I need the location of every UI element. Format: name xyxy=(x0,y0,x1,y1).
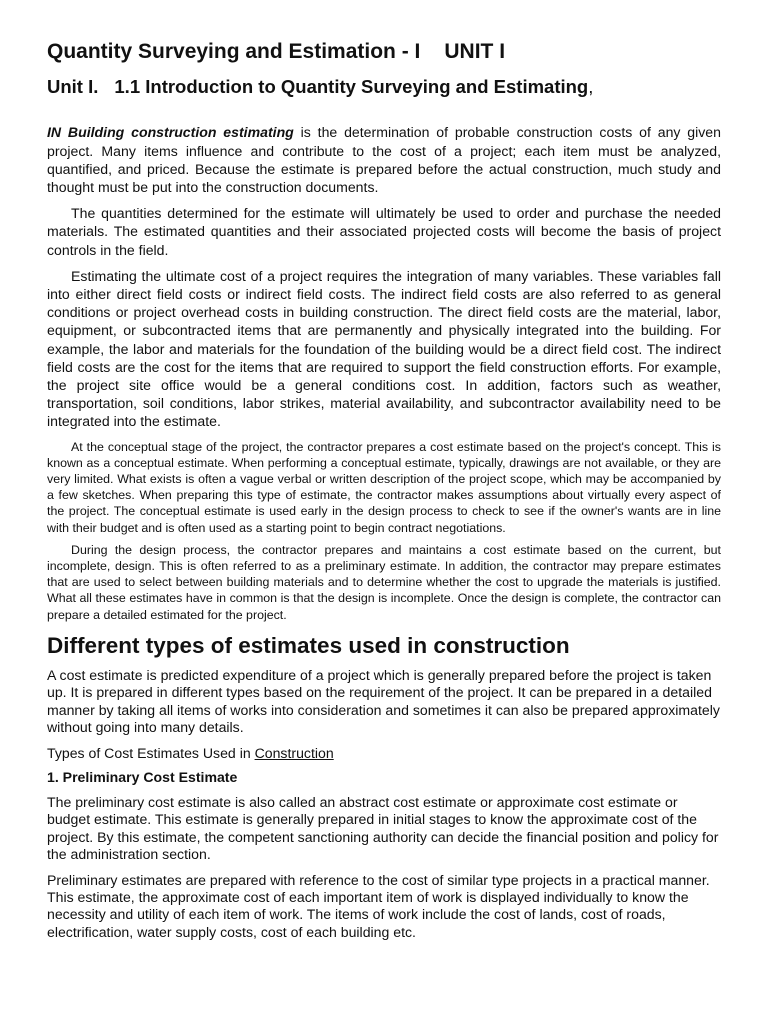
types-list-intro xyxy=(47,745,721,762)
intro-paragraph-5: During the design process, the contractor prepares and maintains a cost estimate based on the current, but incomplete, design. This is often referred to as a preliminary estimate. In addition, the contractor may prepare estimates that are used to select between building materials and to determine whether the cost to upgrade the materials is justified. What all these estimates have in common is that the design is incomplete. Once the design is complete, the contractor can prepare a detailed estimated for the project. xyxy=(47,542,721,622)
unit-number: Unit I. xyxy=(47,76,99,98)
unit-label: UNIT I xyxy=(444,40,506,63)
document-title xyxy=(47,40,721,64)
intro-paragraph-1-text: is the determination of probable construction costs of any given project. Many items influence and contribute to the cost of a project; each item must be analyzed, quantified, and priced. Because the estimate is prepared before the actual construction, much study and thought must be put into the construction documents. xyxy=(47,124,721,196)
unit-subtitle-comma: , xyxy=(588,76,594,98)
intro-paragraph-3: Estimating the ultimate cost of a project requires the integration of many variables. These variables fall into either direct field costs or indirect field costs. The indirect field costs are also referred to as general conditions or project overhead costs in building construction. The direct field costs are the material, labor, equipment, or subcontracted items that are permanently and physically integrated into the building. For example, the labor and materials for the foundation of the building would be a direct field cost. The indirect field costs are the cost for the items that are required to support the field construction efforts. For example, the project site office would be a general conditions cost. In addition, factors such as weather, transportation, soil conditions, labor strikes, material availability, and subcontractor availability need to be integrated into the estimate. xyxy=(47,267,721,430)
intro-paragraph-1 xyxy=(47,123,721,196)
intro-paragraph-2: The quantities determined for the estimate will ultimately be used to order and purchase the needed materials. The estimated quantities and their associated projected costs will become the basis of project controls in the field. xyxy=(47,205,721,258)
intro-paragraph-4: At the conceptual stage of the project, the contractor prepares a cost estimate based on the project's concept. This is known as a conceptual estimate. When performing a conceptual estimate, typically, drawings are not available, or they are very limited. What exists is often a vague verbal or written description of the project scope, which may be accompanied by a few sketches. When preparing this type of estimate, the contractor makes assumptions about virtually every aspect of the project. The conceptual estimate is used early in the design process to check to see if the owner's wants are in line with their budget and is often used as a starting point to begin contract negotiations. xyxy=(47,439,721,535)
preliminary-paragraph-1: The preliminary cost estimate is also called an abstract cost estimate or approximate cost estimate or budget estimate. This estimate is generally prepared in initial stages to know the approximate cost of the project. By this estimate, the competent sanctioning authority can decide the financial position and policy for the administration section. xyxy=(47,793,719,863)
construction-link[interactable]: Construction xyxy=(254,744,334,761)
section-heading-estimate-types: Different types of estimates used in construction xyxy=(47,632,570,658)
subheading-preliminary-estimate: 1. Preliminary Cost Estimate xyxy=(47,768,238,785)
intro-lead-term: IN Building construction estimating xyxy=(47,124,294,141)
types-paragraph-1: A cost estimate is predicted expenditure of a project which is generally prepared before the project is taken up. It is prepared in different types based on the requirement of the project. It can be prepared in a detailed manner by taking all items of works into consideration and sometimes it can also be prepared approximately without going into many details. xyxy=(47,666,720,736)
unit-subtitle: 1.1 Introduction to Quantity Surveying and Estimating xyxy=(114,76,589,98)
unit-heading xyxy=(47,76,721,97)
course-title: Quantity Surveying and Estimation - I xyxy=(47,40,421,63)
types-list-prefix: Types of Cost Estimates Used in xyxy=(47,744,255,761)
preliminary-paragraph-2: Preliminary estimates are prepared with reference to the cost of similar type projects in a practical manner. This estimate, the approximate cost of each important item of work is displayed individually to know the necessity and utility of each item of work. The items of work include the cost of lands, cost of roads, electrification, water supply costs, cost of each building etc. xyxy=(47,871,710,940)
